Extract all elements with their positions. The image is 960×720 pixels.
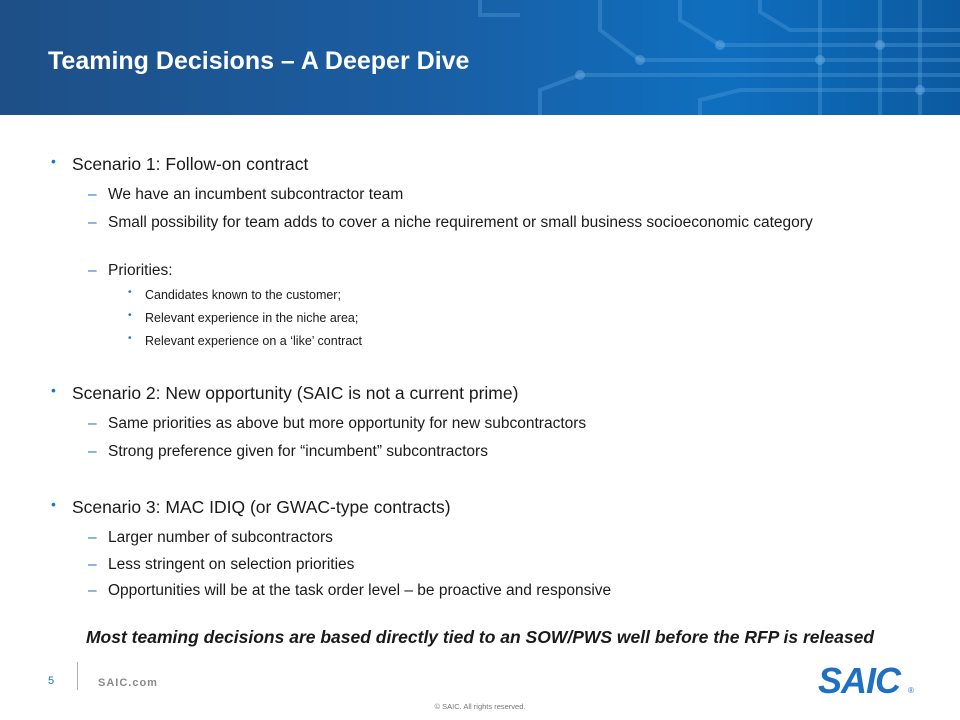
dash-icon: – <box>88 556 97 573</box>
scenario-3-text: Scenario 3: MAC IDIQ (or GWAC-type contracts) <box>72 497 451 517</box>
dash-icon: – <box>88 415 97 432</box>
sub-bullet-icon: • <box>128 287 132 298</box>
scenario-1-item-1: We have an incumbent subcontractor team <box>108 186 404 203</box>
scenario-1-item-2: Small possibility for team adds to cover a niche requirement or small business socioeconomic category <box>108 214 813 231</box>
bullet-icon: • <box>51 382 56 398</box>
dash-icon: – <box>88 582 97 599</box>
sub-bullet-icon: • <box>128 333 132 344</box>
list-item <box>88 441 898 462</box>
list-item <box>88 260 898 281</box>
dash-icon: – <box>88 186 97 203</box>
priority-2: Relevant experience in the niche area; <box>145 311 359 325</box>
footer-divider <box>77 662 78 690</box>
dash-icon: – <box>88 443 97 460</box>
priority-item <box>128 310 359 325</box>
scenario-2-item-1: Same priorities as above but more opportunity for new subcontractors <box>108 415 587 432</box>
bullet-icon: • <box>51 153 56 169</box>
copyright-notice: © SAIC. All rights reserved. <box>434 702 526 711</box>
scenario-3-item-1: Larger number of subcontractors <box>108 529 333 546</box>
slide-title: Teaming Decisions – A Deeper Dive <box>48 47 470 75</box>
sub-bullet-icon: • <box>128 310 132 321</box>
scenario-3-item-2: Less stringent on selection priorities <box>108 556 355 573</box>
scenario-1-text: Scenario 1: Follow-on contract <box>72 154 309 174</box>
footer-site-link[interactable]: SAIC.com <box>98 677 158 689</box>
scenario-2-text: Scenario 2: New opportunity (SAIC is not a current prime) <box>72 383 519 403</box>
priority-item <box>128 287 341 302</box>
scenario-3-heading <box>51 496 451 518</box>
saic-logo <box>818 661 918 699</box>
scenario-1-item-3: Priorities: <box>108 262 173 279</box>
list-item <box>88 212 898 233</box>
list-item <box>88 554 898 575</box>
scenario-2-heading <box>51 382 519 404</box>
scenario-3-item-3: Opportunities will be at the task order level – be proactive and responsive <box>108 582 612 599</box>
priority-item <box>128 333 363 348</box>
dash-icon: – <box>88 262 97 279</box>
priority-3: Relevant experience on a ‘like’ contract <box>145 334 363 348</box>
priority-1: Candidates known to the customer; <box>145 288 341 302</box>
list-item <box>88 413 898 434</box>
list-item <box>88 184 898 205</box>
list-item <box>88 580 898 601</box>
scenario-1-heading <box>51 153 309 175</box>
page-number: 5 <box>48 675 55 687</box>
registered-mark: ® <box>908 686 914 695</box>
dash-icon: – <box>88 529 97 546</box>
bullet-icon: • <box>51 496 56 512</box>
logo-text: SAIC <box>818 661 901 699</box>
dash-icon: – <box>88 214 97 231</box>
summary-statement: Most teaming decisions are based directly tied to an SOW/PWS well before the RFP is released <box>85 627 875 647</box>
scenario-2-item-2: Strong preference given for “incumbent” subcontractors <box>108 443 488 460</box>
list-item <box>88 527 898 548</box>
